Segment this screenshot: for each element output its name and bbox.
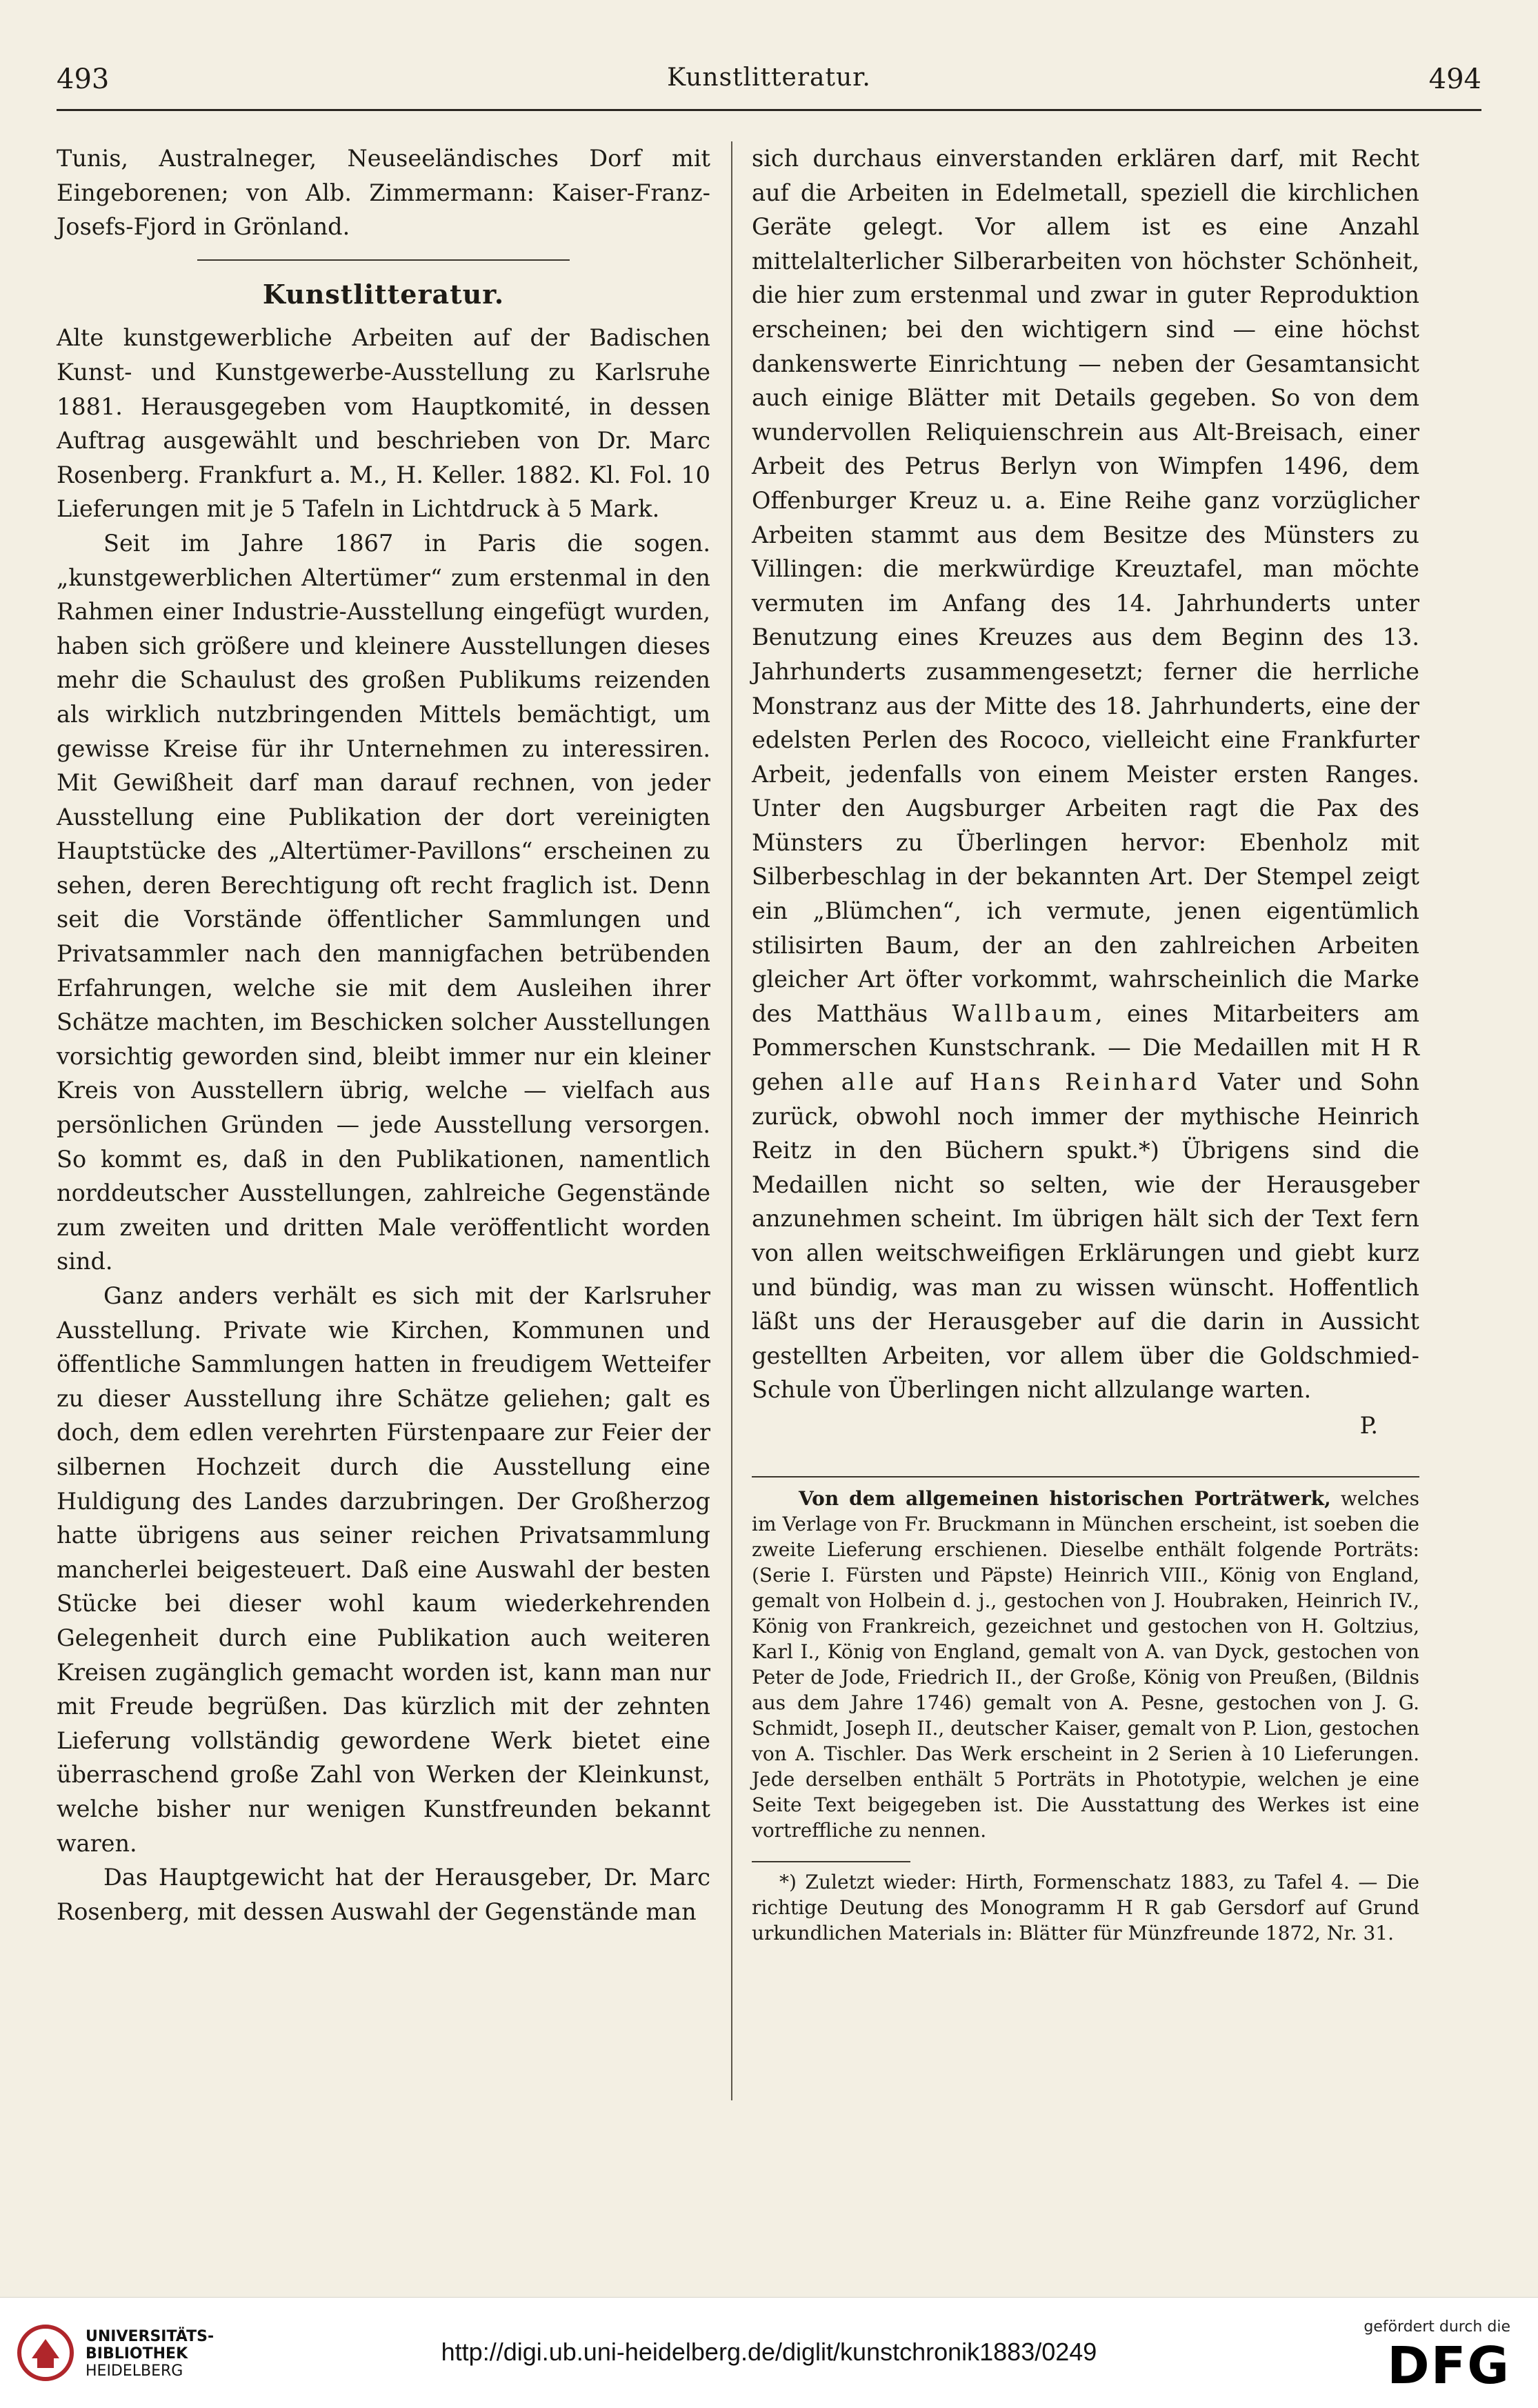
text-run: , eines Mitarbeiters am Pommerschen Kunstschrank. — Die Medaillen mit H R gehen — [752, 999, 1420, 1096]
viewer-footer-bar — [0, 2297, 1538, 2408]
section-separator — [197, 259, 570, 261]
library-line: UNIVERSITÄTS- — [86, 2328, 214, 2345]
right-column — [752, 141, 1419, 1946]
library-line: BIBLIOTHEK — [86, 2345, 188, 2362]
name-hans-reinhard: Hans Reinhard — [969, 1068, 1201, 1096]
phrase-alle: alle — [841, 1068, 897, 1096]
header-rule — [57, 109, 1481, 111]
library-line: HEIDELBERG — [86, 2362, 183, 2380]
paragraph: Ganz anders verhält es sich mit der Karlsruher Ausstellung. Private wie Kirchen, Kommunen und öffentliche Sammlungen hatten in freudigem Wetteifer zu dieser Ausstellung ihre Schätze geliehen; galt es doch, dem edlen verehrten Fürstenpaare zur Feier der silbernen Hochzeit durch die Ausstellung eine Huldigung des Landes darzubringen. Der Großherzog hatte übrigens aus seiner reichen Privatsammlung mancherlei beigesteuert. Daß eine Auswahl der besten Stücke bei dieser wohl kaum wiederkehrenden Gelegenheit durch eine Publikation auch weiteren Kreisen zugänglich gemacht worden ist, kann man nur mit Freude begrüßen. Das kürzlich mit der zehnten Lieferung vollständig gewordene Werk bietet eine überraschend große Zahl von Werken der Kleinkunst, welche bisher nur wenigen Kunstfreunden bekannt waren. — [57, 1282, 710, 1857]
funding-text: gefördert durch die — [1364, 2318, 1510, 2336]
section-title: Kunstlitteratur. — [262, 278, 505, 310]
notice-body: welches im Verlage von Fr. Bruckmann in München erscheint, ist soeben die zweite Lieferung erschienen. Dieselbe enthält folgende Porträts: (Serie I. Fürsten und Päpste) Heinrich VIII., König von England, gemalt von Holbein d. j., gestochen von J. Houbraken, Heinrich IV., König von Frankreich, gezeichnet und gestochen von H. Goltzius, Karl I., König von England, gemalt von A. van Dyck, gestochen von Peter de Jode, Friedrich II., der Große, König von Preußen, (Bildnis aus dem Jahre 1746) gemalt von A. Pesne, gestochen von J. G. Schmidt, Joseph II., deutscher Kaiser, gemalt von P. Lion, gestochen von A. Tischler. Das Werk erscheint in 2 Serien à 10 Lieferungen. Jede derselben enthält 5 Porträts in Phototypie, welchen je eine Seite Text beigegeben ist. Die Ausstattung des Werkes ist eine vortreffliche zu nennen. — [752, 1486, 1419, 1842]
paragraph: Seit im Jahre 1867 in Paris die sogen. „kunstgewerblichen Altertümer“ zum erstenmal in den Rahmen einer Industrie-Ausstellung eingefügt wurden, haben sich größere und kleinere Ausstellungen dieses mehr die Schaulust des großen Publikums reizenden als wirklich nutzbringenden Mittels bemächtigt, um gewisse Kreise für ihr Unternehmen zu interessiren. Mit Gewißheit darf man darauf rechnen, von jeder Ausstellung eine Publikation der dort vereinigten Hauptstücke des „Altertümer-Pavillons“ erscheinen zu sehen, deren Berechtigung oft recht fraglich ist. Denn seit die Vorstände öffentlicher Sammlungen und Privatsammler nach den mannigfachen betrübenden Erfahrungen, welche sie mit dem Ausleihen ihrer Schätze machten, im Beschicken solcher Ausstellungen vorsichtig geworden sind, bleibt immer nur ein kleiner Kreis von Ausstellern übrig, welche — vielfach aus persönlichen Gründen — jede Ausstellung versorgen. So kommt es, daß in den Publikationen, namentlich norddeutscher Ausstellungen, zahlreiche Gegenstände zum zweiten und dritten Male veröffentlicht worden sind. — [57, 529, 710, 1275]
dfg-logo[interactable]: DFG — [1387, 2336, 1510, 2396]
name-wallbaum: Wallbaum — [952, 999, 1096, 1027]
text-run: sich durchaus einverstanden erklären darf, mit Recht auf die Arbeiten in Edelmetall, speziell die kirchlichen Geräte gelegt. Vor allem ist es eine Anzahl mittelalterlicher Silberarbeiten von höchster Schönheit, die hier zum erstenmal und zwar in guter Reproduktion erscheinen; bei den wichtigern sind — eine höchst dankenswerte Einrichtung — neben der Gesamtansicht auch einige Blätter mit Details gegeben. So von dem wundervollen Reliquienschrein aus Alt-Breisach, einer Arbeit des Petrus Berlyn von Wimpfen 1496, dem Offenburger Kreuz u. a. Eine Reihe ganz vorzüglicher Arbeiten stammt aus dem Besitze des Münsters zu Villingen: die merkwürdige Kreuztafel, man möchte vermuten im Anfang des 14. Jahrhunderts unter Benutzung eines Kreuzes aus dem Beginn des 13. Jahrhunderts zusammengesetzt; ferner die herrliche Monstranz aus der Mitte des 18. Jahrhunderts, eine der edelsten Perlen des Rococo, vielleicht eine Frankfurter Arbeit, jedenfalls von einem Meister ersten Ranges. Unter den Augsburger Arbeiten ragt die Pax des Münsters zu Überlingen hervor: Ebenholz mit Silberbeschlag in der bekannten Art. Der Stempel zeigt ein „Blümchen“, ich vermute, jenen eigentümlich stilisirten Baum, der an den zahlreichen Arbeiten gleicher Art öfter vorkommt, wahrscheinlich die Marke des Matthäus — [752, 145, 1419, 1027]
page-number-left: 493 — [57, 63, 110, 95]
running-head: Kunstlitteratur. — [667, 63, 871, 92]
intro-text: Tunis, Australneger, Neuseeländisches Dorf mit Eingeborenen; von Alb. Zimmermann: Kaiser-Franz-Josefs-Fjord in Grönland. — [57, 145, 710, 241]
notice-lead: Von dem allgemeinen historischen Porträtwerk, — [799, 1486, 1331, 1510]
page-number-right: 494 — [1428, 63, 1481, 95]
signature: P. — [1359, 1411, 1378, 1439]
footnote: *) Zuletzt wieder: Hirth, Formenschatz 1883, zu Tafel 4. — Die richtige Deutung des Monogramm H R gab Gersdorf auf Grund urkundlichen Materials in: Blätter für Münzfreunde 1872, Nr. 31. — [752, 1870, 1419, 1944]
left-column — [57, 141, 710, 1929]
notice-text — [752, 1486, 1419, 1843]
paragraph-continued — [752, 141, 1419, 1407]
book-title: Alte kunstgewerbliche Arbeiten auf der Badischen Kunst- und Kunstgewerbe-Ausstellung zu Karlsruhe 1881. Herausgegeben vom Hauptkomité, in dessen Auftrag ausgewählt und beschrieben von Dr. Marc Rosenberg. Frankfurt a. M., H. Keller. 1882. Kl. Fol. 10 Lieferungen mit je 5 Tafeln in Lichtdruck à 5 Mark. — [57, 324, 710, 523]
text-run: Vater und Sohn zurück, obwohl noch immer der mythische Heinrich Reitz in den Büchern spukt.*) Übrigens sind die Medaillen nicht so selten, wie der Herausgeber anzunehmen scheint. Im übrigen hält sich der Text fern von allen weitschweifigen Erklärungen und giebt kurz und bündig, was man zu wissen wünscht. Hoffentlich läßt uns der Herausgeber auf die darin in Aussicht gestellten Arbeiten, vor allem über die Goldschmied-Schule von Überlingen nicht allzulange warten. — [752, 1068, 1420, 1404]
text-run: auf — [915, 1068, 952, 1096]
notice-block — [752, 1476, 1419, 1843]
paragraph: Das Hauptgewicht hat der Herausgeber, Dr. Marc Rosenberg, mit dessen Auswahl der Gegenstände man — [57, 1864, 710, 1925]
footnote-rule — [752, 1861, 910, 1862]
permalink-url[interactable]: http://digi.ub.uni-heidelberg.de/diglit/kunstchronik1883/0249 — [441, 2338, 1097, 2366]
column-divider — [731, 141, 732, 2100]
